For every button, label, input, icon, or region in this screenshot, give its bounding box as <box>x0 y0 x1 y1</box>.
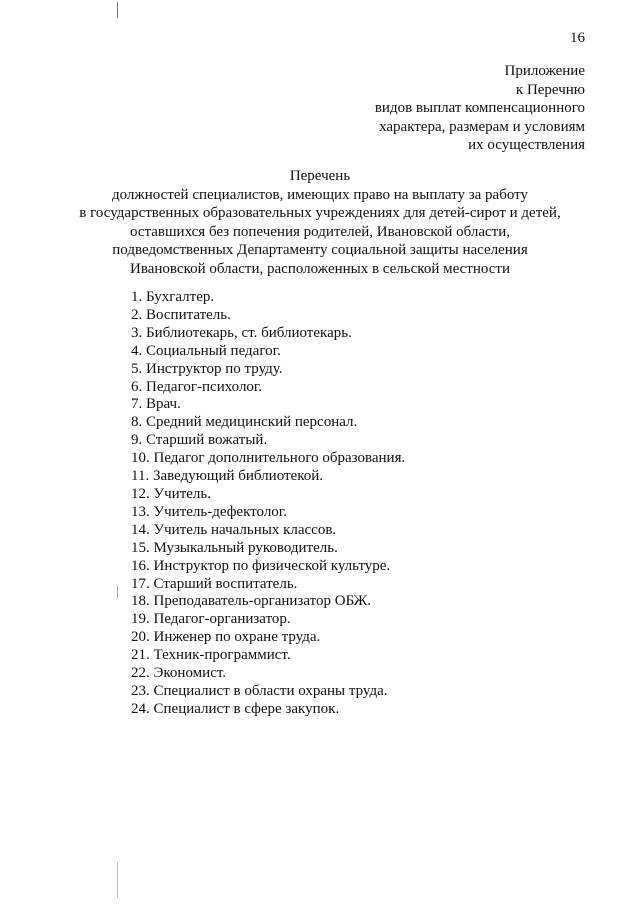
scan-mark-top <box>117 2 118 18</box>
list-item: 19. Педагог-организатор. <box>131 611 291 628</box>
title-line: Ивановской области, расположенных в сельской местности <box>130 260 510 277</box>
title-line: в государственных образовательных учреждениях для детей-сирот и детей, <box>79 205 561 221</box>
title-line: подведомственных Департаменту социальной защиты населения <box>112 242 528 258</box>
list-item: 17. Старший воспитатель. <box>131 575 298 592</box>
list-item: 14. Учитель начальных классов. <box>131 521 337 538</box>
scan-mark-bottom <box>117 862 118 898</box>
scan-mark-middle <box>117 586 118 598</box>
appendix-line: Приложение <box>504 63 585 79</box>
list-item: 6. Педагог-психолог. <box>131 378 263 395</box>
list-item: 7. Врач. <box>131 396 181 413</box>
appendix-line: видов выплат компенсационного <box>374 100 585 116</box>
positions-list <box>131 289 405 719</box>
list-item: 18. Преподаватель-организатор ОБЖ. <box>131 593 371 610</box>
list-item: 8. Средний медицинский персонал. <box>131 414 358 431</box>
list-item: 24. Специалист в сфере закупок. <box>131 700 340 717</box>
list-item: 21. Техник-программист. <box>131 647 291 664</box>
list-item: 22. Экономист. <box>131 665 227 682</box>
list-item: 20. Инженер по охране труда. <box>131 629 321 646</box>
list-item: 12. Учитель. <box>131 485 211 502</box>
list-item: 23. Специалист в области охраны труда. <box>131 682 388 699</box>
list-item: 16. Инструктор по физической культуре. <box>131 557 391 574</box>
document-title: Перечень <box>289 168 351 184</box>
list-item: 9. Старший вожатый. <box>131 432 268 449</box>
list-item: 4. Социальный педагог. <box>131 342 281 359</box>
list-item: 5. Инструктор по труду. <box>131 360 283 377</box>
appendix-line: характера, размерам и условиям <box>379 118 585 135</box>
page-number: 16 <box>570 30 585 46</box>
list-item: 1. Бухгалтер. <box>131 289 215 305</box>
title-line: должностей специалистов, имеющих право на выплату за работу <box>111 186 529 203</box>
list-item: 15. Музыкальный руководитель. <box>131 539 338 556</box>
list-item: 13. Учитель-дефектолог. <box>131 503 288 520</box>
appendix-header <box>375 62 585 155</box>
title-line: оставшихся без попечения родителей, Ивановской области, <box>129 223 511 240</box>
document-title-block <box>55 167 585 278</box>
list-item: 11. Заведующий библиотекой. <box>131 468 324 485</box>
list-item: 3. Библиотекарь, ст. библиотекарь. <box>131 324 352 341</box>
appendix-line: их осуществления <box>468 137 585 153</box>
appendix-line: к Перечню <box>515 81 585 98</box>
list-item: 10. Педагог дополнительного образования. <box>131 450 406 467</box>
list-item: 2. Воспитатель. <box>131 306 231 323</box>
